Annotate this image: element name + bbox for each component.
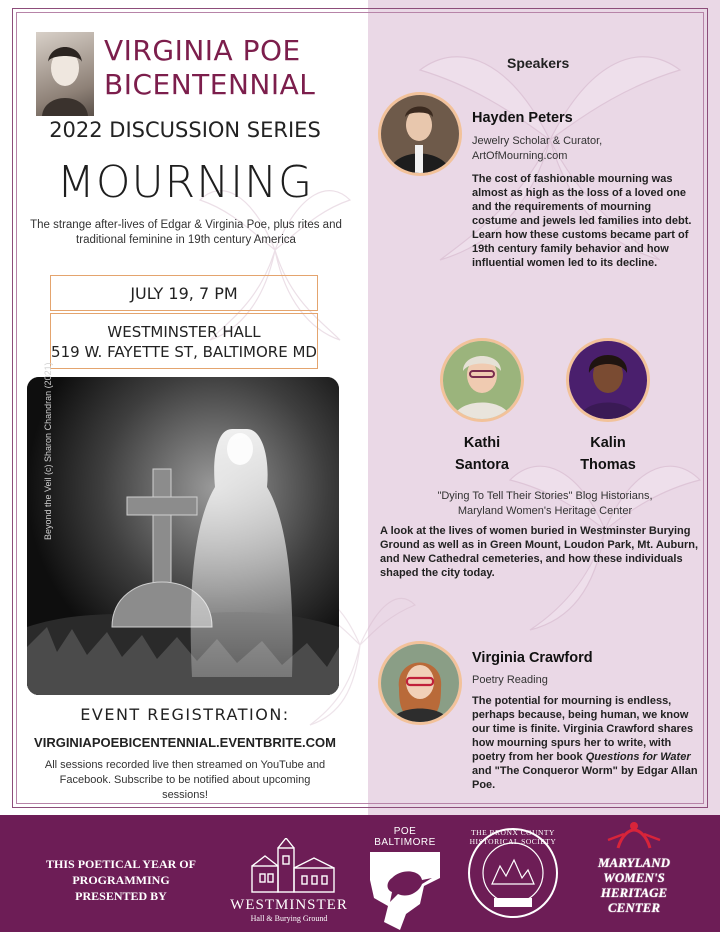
mwhc-text — [578, 855, 690, 915]
kathi-santora-name — [432, 432, 532, 476]
kalin-last-name: Thomas — [580, 457, 636, 473]
presented-by-text: THIS POETICAL YEAR OF PROGRAMMING PRESENTED BY — [46, 857, 196, 903]
kalin-thomas-name — [558, 432, 658, 476]
raven-maryland-icon — [362, 848, 448, 932]
registration-note: All sessions recorded live then streamed on YouTube and Facebook. Subscribe to be notified about upcoming sessions! — [44, 759, 326, 801]
hayden-role-line-1: Jewelry Scholar & Curator, — [472, 135, 603, 147]
registration-title: EVENT REGISTRATION: — [80, 705, 290, 724]
maryland-womens-heritage-center-logo — [578, 820, 690, 928]
mwhc-line-4: CENTER — [607, 900, 660, 915]
kathi-santora-avatar — [440, 338, 524, 422]
mwhc-line-2: WOMEN'S — [603, 870, 665, 885]
virginia-bio-text: The potential for mourning is endless, perhaps because, being human, we know our time is finite. Virginia Crawford shares how mourning spurs her to write, with poetry from her book — [472, 695, 694, 763]
virginia-bio-book-title: Questions for Water — [585, 751, 691, 763]
kalin-first-name: Kalin — [590, 435, 626, 451]
westminster-name: WESTMINSTER — [230, 897, 348, 913]
historians-role-line-1: "Dying To Tell Their Stories" Blog Historians, — [437, 490, 653, 502]
venue-address: 519 W. FAYETTE ST, BALTIMORE MD — [51, 343, 317, 361]
poe-baltimore-name: POE BALTIMORE — [374, 826, 436, 848]
kathi-last-name: Santora — [455, 457, 509, 473]
virginia-crawford-role: Poetry Reading — [472, 674, 548, 686]
virginia-poe-portrait — [36, 32, 94, 116]
event-venue-box — [50, 313, 318, 369]
hayden-peters-avatar — [378, 92, 462, 176]
historians-role — [380, 489, 710, 519]
virginia-bio-text-end: and "The Conqueror Worm" by Edgar Allan Poe. — [472, 765, 698, 791]
photo-credit: Beyond the Veil (c) Sharon Chandran (2021) — [43, 362, 53, 540]
kalin-thomas-avatar — [566, 338, 650, 422]
virginia-crawford-avatar — [378, 641, 462, 725]
heritage-figures-icon — [578, 820, 690, 850]
title-line-2: BICENTENNIAL — [104, 68, 316, 101]
hayden-peters-bio: The cost of fashionable mourning was almost as high as the loss of a loved one and the requirements of mourning costume and jewels led families into debt. Learn how these customs became part of 19th century family behavior and how influential women led to its decline. — [472, 173, 692, 269]
series-title: 2022 DISCUSSION SERIES — [49, 118, 321, 142]
bronx-historical-society-logo — [466, 826, 560, 920]
hayden-peters-name: Hayden Peters — [472, 110, 573, 126]
virginia-crawford-name: Virginia Crawford — [472, 650, 593, 666]
title-line-1: VIRGINIA POE — [104, 34, 301, 67]
speakers-heading: Speakers — [507, 55, 570, 71]
bronx-society-name: THE BRONX COUNTY HISTORICAL SOCIETY — [469, 828, 557, 846]
hayden-peters-role — [472, 134, 602, 164]
historians-bio: A look at the lives of women buried in Westminster Burying Ground as well as in Green Mount, Loudon Park, Mt. Auburn, and New Cathedral cemeteries, and how these individuals shaped the city today. — [380, 525, 698, 579]
event-date: JULY 19, 7 PM — [50, 275, 318, 311]
ghost-cemetery-photo — [27, 377, 339, 695]
poe-baltimore-logo — [362, 826, 448, 926]
mwhc-line-3: HERITAGE — [600, 885, 668, 900]
church-icon — [226, 838, 352, 894]
hayden-role-line-2: ArtOfMourning.com — [472, 150, 568, 162]
registration-link[interactable]: VIRGINIAPOEBICENTENNIAL.EVENTBRITE.COM — [34, 735, 336, 750]
virginia-crawford-bio — [472, 694, 702, 792]
kathi-first-name: Kathi — [463, 435, 501, 451]
theme-title: MOURNING — [56, 157, 314, 208]
historians-role-line-2: Maryland Women's Heritage Center — [457, 505, 633, 517]
subtitle: The strange after-lives of Edgar & Virginia Poe, plus rites and traditional feminine in 19th century America — [30, 219, 342, 246]
westminster-sub: Hall & Burying Ground — [250, 914, 328, 923]
mwhc-line-1: MARYLAND — [598, 855, 670, 870]
westminster-logo — [226, 838, 352, 923]
venue-name: WESTMINSTER HALL — [107, 323, 261, 341]
